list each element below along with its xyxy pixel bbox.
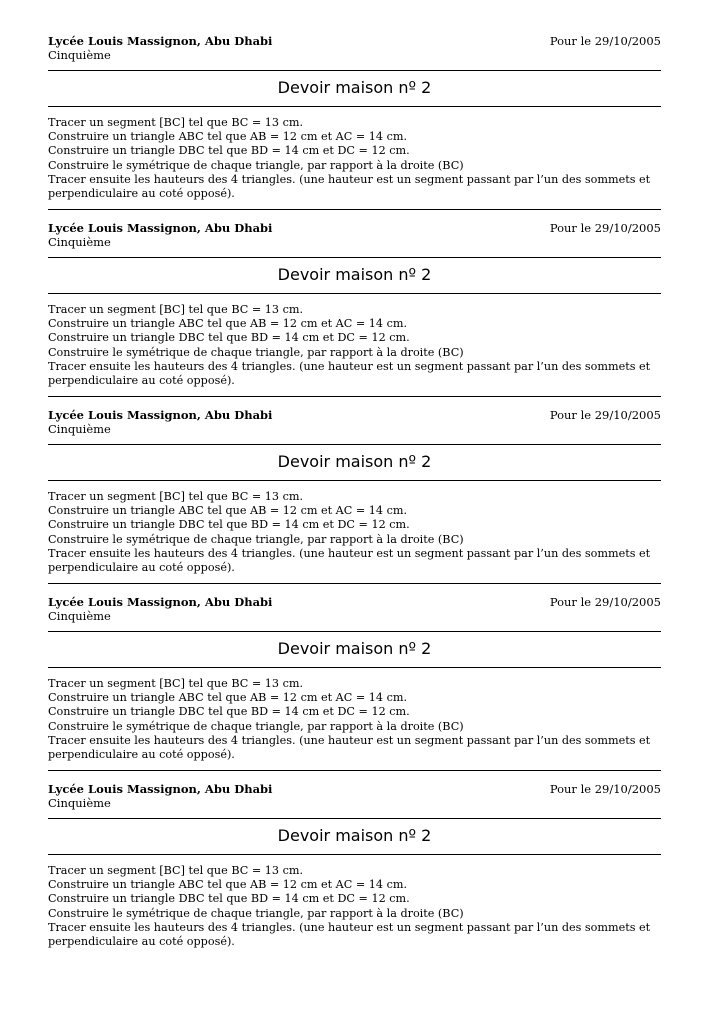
class-level: Cinquième [48, 796, 111, 810]
divider [48, 583, 661, 584]
assignment-title: Devoir maison nº 2 [277, 78, 432, 97]
instruction-line: Tracer ensuite les hauteurs des 4 triangles. (une hauteur est un segment passant par l’un des sommets et perpendiculaire au coté opposé). [48, 359, 651, 388]
instruction-line: Construire le symétrique de chaque triangle, par rapport à la droite (BC) [48, 532, 464, 546]
class-level: Cinquième [48, 48, 111, 62]
instruction-line: Construire un triangle ABC tel que AB = 12 cm et AC = 14 cm. [48, 317, 408, 331]
divider [48, 631, 661, 632]
instruction-line: Tracer un segment [BC] tel que BC = 13 cm. [48, 116, 304, 129]
instruction-line: Construire un triangle ABC tel que AB = 12 cm et AC = 14 cm. [48, 130, 408, 144]
assignment-title: Devoir maison nº 2 [277, 265, 432, 284]
instructions [48, 677, 661, 762]
divider [48, 293, 661, 294]
assignment-title: Devoir maison nº 2 [277, 826, 432, 845]
instruction-line: Construire un triangle ABC tel que AB = 12 cm et AC = 14 cm. [48, 878, 408, 892]
homework-block [48, 408, 661, 592]
instruction-line: Construire un triangle ABC tel que AB = 12 cm et AC = 14 cm. [48, 504, 408, 518]
instruction-line: Construire le symétrique de chaque triangle, par rapport à la droite (BC) [48, 158, 464, 172]
instruction-line: Tracer ensuite les hauteurs des 4 triangles. (une hauteur est un segment passant par l’un des sommets et perpendiculaire au coté opposé). [48, 546, 651, 575]
school-name: Lycée Louis Massignon, Abu Dhabi [48, 595, 273, 609]
divider [48, 396, 661, 397]
instruction-line: Construire le symétrique de chaque triangle, par rapport à la droite (BC) [48, 719, 464, 733]
school-name: Lycée Louis Massignon, Abu Dhabi [48, 34, 273, 48]
divider [48, 444, 661, 445]
due-date: Pour le 29/10/2005 [549, 408, 661, 422]
school-name: Lycée Louis Massignon, Abu Dhabi [48, 408, 273, 422]
instruction-line: Construire un triangle ABC tel que AB = 12 cm et AC = 14 cm. [48, 691, 408, 705]
divider [48, 854, 661, 855]
assignment-title: Devoir maison nº 2 [277, 639, 432, 658]
block-header [48, 221, 661, 255]
instruction-line: Tracer un segment [BC] tel que BC = 13 cm. [48, 864, 304, 877]
due-date: Pour le 29/10/2005 [549, 221, 661, 235]
instructions [48, 116, 661, 201]
divider [48, 209, 661, 210]
instruction-line: Tracer ensuite les hauteurs des 4 triangles. (une hauteur est un segment passant par l’un des sommets et perpendiculaire au coté opposé). [48, 920, 651, 949]
homework-block [48, 34, 661, 218]
divider [48, 818, 661, 819]
homework-block [48, 782, 661, 966]
school-name: Lycée Louis Massignon, Abu Dhabi [48, 782, 273, 796]
instruction-line: Tracer un segment [BC] tel que BC = 13 cm. [48, 303, 304, 316]
class-level: Cinquième [48, 422, 111, 436]
instruction-line: Tracer ensuite les hauteurs des 4 triangles. (une hauteur est un segment passant par l’un des sommets et perpendiculaire au coté opposé). [48, 172, 651, 201]
class-level: Cinquième [48, 235, 111, 249]
assignment-title: Devoir maison nº 2 [277, 452, 432, 471]
divider [48, 770, 661, 771]
instructions [48, 490, 661, 575]
instruction-line: Construire un triangle DBC tel que BD = 14 cm et DC = 12 cm. [48, 892, 410, 906]
instruction-line: Tracer ensuite les hauteurs des 4 triangles. (une hauteur est un segment passant par l’un des sommets et perpendiculaire au coté opposé). [48, 733, 651, 762]
divider [48, 480, 661, 481]
due-date: Pour le 29/10/2005 [549, 34, 661, 48]
instruction-line: Tracer un segment [BC] tel que BC = 13 cm. [48, 677, 304, 690]
instruction-line: Construire un triangle DBC tel que BD = 14 cm et DC = 12 cm. [48, 705, 410, 719]
instruction-line: Construire le symétrique de chaque triangle, par rapport à la droite (BC) [48, 345, 464, 359]
school-name: Lycée Louis Massignon, Abu Dhabi [48, 221, 273, 235]
divider [48, 257, 661, 258]
homework-block [48, 595, 661, 779]
instruction-line: Tracer un segment [BC] tel que BC = 13 cm. [48, 490, 304, 503]
instructions [48, 864, 661, 949]
block-header [48, 595, 661, 629]
divider [48, 667, 661, 668]
instructions [48, 303, 661, 388]
due-date: Pour le 29/10/2005 [549, 595, 661, 609]
divider [48, 70, 661, 71]
instruction-line: Construire un triangle DBC tel que BD = 14 cm et DC = 12 cm. [48, 518, 410, 532]
due-date: Pour le 29/10/2005 [549, 782, 661, 796]
divider [48, 106, 661, 107]
block-header [48, 34, 661, 68]
class-level: Cinquième [48, 609, 111, 623]
instruction-line: Construire un triangle DBC tel que BD = 14 cm et DC = 12 cm. [48, 331, 410, 345]
instruction-line: Construire le symétrique de chaque triangle, par rapport à la droite (BC) [48, 906, 464, 920]
block-header [48, 408, 661, 442]
instruction-line: Construire un triangle DBC tel que BD = 14 cm et DC = 12 cm. [48, 144, 410, 158]
block-header [48, 782, 661, 816]
homework-block [48, 221, 661, 405]
